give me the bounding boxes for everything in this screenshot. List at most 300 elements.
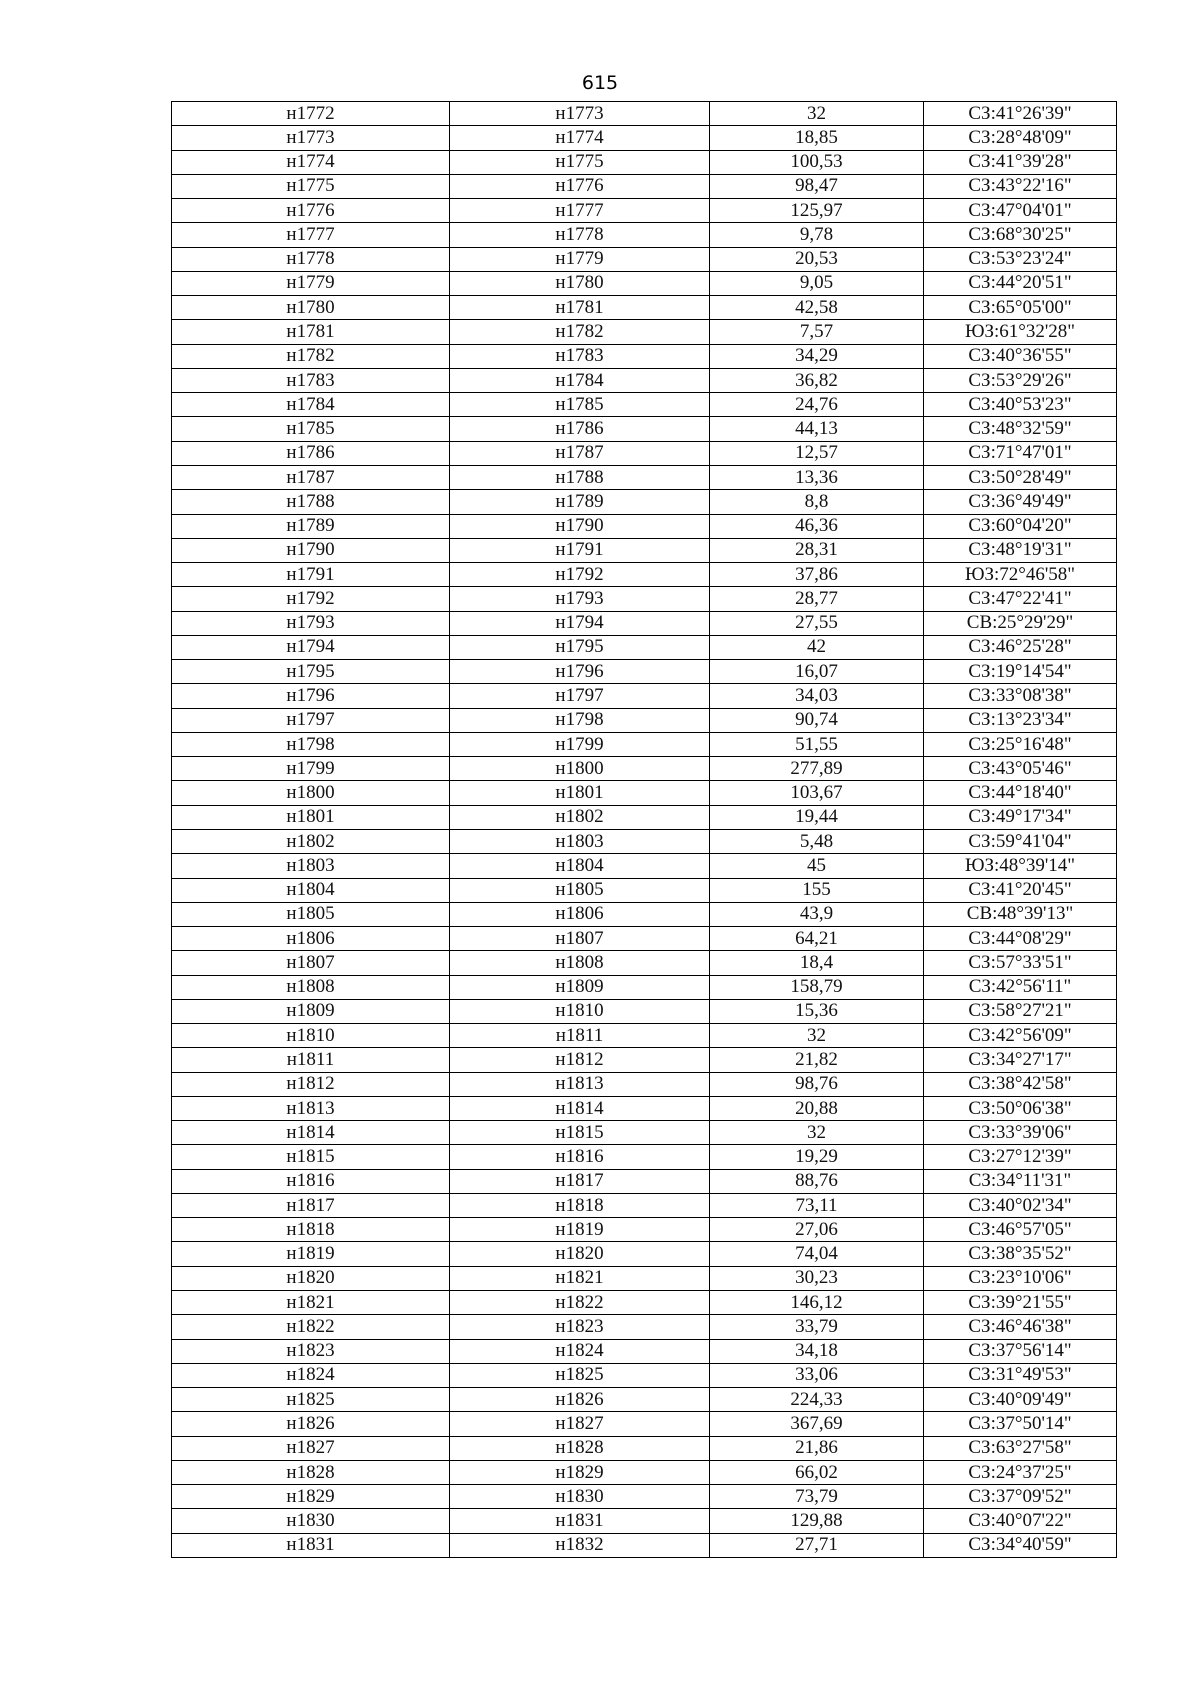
distance-cell: 158,79 bbox=[710, 975, 924, 999]
to-point-cell: н1815 bbox=[450, 1121, 710, 1145]
table-row bbox=[172, 1460, 1117, 1484]
distance-cell: 367,69 bbox=[710, 1412, 924, 1436]
bearing-cell: СЗ:37°56'14" bbox=[924, 1339, 1117, 1363]
to-point-cell: н1787 bbox=[450, 441, 710, 465]
table-row bbox=[172, 563, 1117, 587]
to-point-cell: н1779 bbox=[450, 247, 710, 271]
to-point-cell: н1823 bbox=[450, 1315, 710, 1339]
distance-cell: 27,06 bbox=[710, 1218, 924, 1242]
from-point-cell: н1808 bbox=[172, 975, 450, 999]
table-row bbox=[172, 271, 1117, 295]
bearing-cell: СЗ:37°09'52" bbox=[924, 1485, 1117, 1509]
table-row bbox=[172, 757, 1117, 781]
table-row bbox=[172, 951, 1117, 975]
bearing-cell: СЗ:63°27'58" bbox=[924, 1436, 1117, 1460]
distance-cell: 32 bbox=[710, 1121, 924, 1145]
distance-cell: 28,31 bbox=[710, 538, 924, 562]
from-point-cell: н1826 bbox=[172, 1412, 450, 1436]
from-point-cell: н1821 bbox=[172, 1291, 450, 1315]
from-point-cell: н1811 bbox=[172, 1048, 450, 1072]
from-point-cell: н1813 bbox=[172, 1096, 450, 1120]
table-row bbox=[172, 587, 1117, 611]
table-row bbox=[172, 126, 1117, 150]
to-point-cell: н1806 bbox=[450, 902, 710, 926]
table-row bbox=[172, 1485, 1117, 1509]
to-point-cell: н1803 bbox=[450, 829, 710, 853]
to-point-cell: н1816 bbox=[450, 1145, 710, 1169]
to-point-cell: н1773 bbox=[450, 102, 710, 126]
distance-cell: 129,88 bbox=[710, 1509, 924, 1533]
table-row bbox=[172, 1193, 1117, 1217]
to-point-cell: н1818 bbox=[450, 1193, 710, 1217]
bearing-cell: СЗ:53°29'26" bbox=[924, 368, 1117, 392]
from-point-cell: н1794 bbox=[172, 635, 450, 659]
table-row bbox=[172, 781, 1117, 805]
to-point-cell: н1819 bbox=[450, 1218, 710, 1242]
table-row bbox=[172, 1533, 1117, 1557]
table-row bbox=[172, 1436, 1117, 1460]
distance-cell: 36,82 bbox=[710, 368, 924, 392]
from-point-cell: н1807 bbox=[172, 951, 450, 975]
table-row bbox=[172, 174, 1117, 198]
table-row bbox=[172, 1266, 1117, 1290]
to-point-cell: н1811 bbox=[450, 1024, 710, 1048]
table-row bbox=[172, 344, 1117, 368]
distance-cell: 74,04 bbox=[710, 1242, 924, 1266]
table-row bbox=[172, 417, 1117, 441]
from-point-cell: н1809 bbox=[172, 999, 450, 1023]
bearing-cell: СЗ:59°41'04" bbox=[924, 829, 1117, 853]
distance-cell: 19,29 bbox=[710, 1145, 924, 1169]
from-point-cell: н1795 bbox=[172, 660, 450, 684]
from-point-cell: н1782 bbox=[172, 344, 450, 368]
from-point-cell: н1819 bbox=[172, 1242, 450, 1266]
to-point-cell: н1788 bbox=[450, 465, 710, 489]
to-point-cell: н1792 bbox=[450, 563, 710, 587]
table-row bbox=[172, 514, 1117, 538]
from-point-cell: н1780 bbox=[172, 296, 450, 320]
bearing-cell: СЗ:53°23'24" bbox=[924, 247, 1117, 271]
from-point-cell: н1786 bbox=[172, 441, 450, 465]
distance-cell: 34,18 bbox=[710, 1339, 924, 1363]
bearing-cell: СЗ:33°08'38" bbox=[924, 684, 1117, 708]
from-point-cell: н1802 bbox=[172, 829, 450, 853]
bearing-cell: СВ:48°39'13" bbox=[924, 902, 1117, 926]
table-row bbox=[172, 1363, 1117, 1387]
table-row bbox=[172, 223, 1117, 247]
bearing-cell: СЗ:50°28'49" bbox=[924, 465, 1117, 489]
distance-cell: 66,02 bbox=[710, 1460, 924, 1484]
bearing-cell: СЗ:39°21'55" bbox=[924, 1291, 1117, 1315]
from-point-cell: н1783 bbox=[172, 368, 450, 392]
table-row bbox=[172, 732, 1117, 756]
from-point-cell: н1829 bbox=[172, 1485, 450, 1509]
to-point-cell: н1794 bbox=[450, 611, 710, 635]
to-point-cell: н1828 bbox=[450, 1436, 710, 1460]
distance-cell: 43,9 bbox=[710, 902, 924, 926]
bearing-cell: СЗ:43°22'16" bbox=[924, 174, 1117, 198]
bearing-cell: ЮЗ:48°39'14" bbox=[924, 854, 1117, 878]
table-row bbox=[172, 1509, 1117, 1533]
bearing-cell: СЗ:44°08'29" bbox=[924, 927, 1117, 951]
to-point-cell: н1783 bbox=[450, 344, 710, 368]
to-point-cell: н1793 bbox=[450, 587, 710, 611]
distance-cell: 20,53 bbox=[710, 247, 924, 271]
to-point-cell: н1804 bbox=[450, 854, 710, 878]
distance-cell: 28,77 bbox=[710, 587, 924, 611]
table-row bbox=[172, 1048, 1117, 1072]
bearing-cell: СЗ:27°12'39" bbox=[924, 1145, 1117, 1169]
distance-cell: 90,74 bbox=[710, 708, 924, 732]
distance-cell: 15,36 bbox=[710, 999, 924, 1023]
bearing-cell: СЗ:65°05'00" bbox=[924, 296, 1117, 320]
table-row bbox=[172, 368, 1117, 392]
to-point-cell: н1812 bbox=[450, 1048, 710, 1072]
to-point-cell: н1813 bbox=[450, 1072, 710, 1096]
distance-cell: 155 bbox=[710, 878, 924, 902]
from-point-cell: н1772 bbox=[172, 102, 450, 126]
bearing-cell: СЗ:25°16'48" bbox=[924, 732, 1117, 756]
table-row bbox=[172, 1242, 1117, 1266]
table-row bbox=[172, 1315, 1117, 1339]
bearing-cell: СЗ:41°39'28" bbox=[924, 150, 1117, 174]
from-point-cell: н1828 bbox=[172, 1460, 450, 1484]
to-point-cell: н1827 bbox=[450, 1412, 710, 1436]
from-point-cell: н1799 bbox=[172, 757, 450, 781]
bearing-cell: СЗ:33°39'06" bbox=[924, 1121, 1117, 1145]
to-point-cell: н1774 bbox=[450, 126, 710, 150]
bearing-cell: СЗ:68°30'25" bbox=[924, 223, 1117, 247]
table-row bbox=[172, 635, 1117, 659]
to-point-cell: н1832 bbox=[450, 1533, 710, 1557]
to-point-cell: н1808 bbox=[450, 951, 710, 975]
distance-cell: 20,88 bbox=[710, 1096, 924, 1120]
bearing-cell: СЗ:46°25'28" bbox=[924, 635, 1117, 659]
table-row bbox=[172, 538, 1117, 562]
from-point-cell: н1796 bbox=[172, 684, 450, 708]
table-row bbox=[172, 1121, 1117, 1145]
bearing-cell: СЗ:31°49'53" bbox=[924, 1363, 1117, 1387]
from-point-cell: н1804 bbox=[172, 878, 450, 902]
to-point-cell: н1824 bbox=[450, 1339, 710, 1363]
to-point-cell: н1805 bbox=[450, 878, 710, 902]
table-row bbox=[172, 1145, 1117, 1169]
distance-cell: 44,13 bbox=[710, 417, 924, 441]
distance-cell: 13,36 bbox=[710, 465, 924, 489]
table-row bbox=[172, 393, 1117, 417]
to-point-cell: н1780 bbox=[450, 271, 710, 295]
from-point-cell: н1800 bbox=[172, 781, 450, 805]
to-point-cell: н1797 bbox=[450, 684, 710, 708]
table-row bbox=[172, 975, 1117, 999]
to-point-cell: н1784 bbox=[450, 368, 710, 392]
table-row bbox=[172, 1072, 1117, 1096]
table-row bbox=[172, 854, 1117, 878]
to-point-cell: н1809 bbox=[450, 975, 710, 999]
distance-cell: 27,55 bbox=[710, 611, 924, 635]
distance-cell: 88,76 bbox=[710, 1169, 924, 1193]
bearing-cell: СЗ:42°56'09" bbox=[924, 1024, 1117, 1048]
distance-cell: 146,12 bbox=[710, 1291, 924, 1315]
distance-cell: 32 bbox=[710, 102, 924, 126]
to-point-cell: н1796 bbox=[450, 660, 710, 684]
to-point-cell: н1790 bbox=[450, 514, 710, 538]
to-point-cell: н1777 bbox=[450, 199, 710, 223]
distance-cell: 224,33 bbox=[710, 1388, 924, 1412]
to-point-cell: н1822 bbox=[450, 1291, 710, 1315]
bearing-cell: СЗ:40°09'49" bbox=[924, 1388, 1117, 1412]
from-point-cell: н1812 bbox=[172, 1072, 450, 1096]
distance-cell: 33,79 bbox=[710, 1315, 924, 1339]
table-row bbox=[172, 1412, 1117, 1436]
from-point-cell: н1793 bbox=[172, 611, 450, 635]
bearing-cell: СЗ:58°27'21" bbox=[924, 999, 1117, 1023]
table-row bbox=[172, 150, 1117, 174]
table-row bbox=[172, 902, 1117, 926]
bearing-cell: СЗ:48°19'31" bbox=[924, 538, 1117, 562]
bearing-cell: СЗ:38°42'58" bbox=[924, 1072, 1117, 1096]
table-body bbox=[172, 102, 1117, 1558]
to-point-cell: н1830 bbox=[450, 1485, 710, 1509]
distance-cell: 277,89 bbox=[710, 757, 924, 781]
to-point-cell: н1826 bbox=[450, 1388, 710, 1412]
from-point-cell: н1777 bbox=[172, 223, 450, 247]
from-point-cell: н1822 bbox=[172, 1315, 450, 1339]
bearing-cell: СЗ:71°47'01" bbox=[924, 441, 1117, 465]
to-point-cell: н1789 bbox=[450, 490, 710, 514]
to-point-cell: н1831 bbox=[450, 1509, 710, 1533]
to-point-cell: н1829 bbox=[450, 1460, 710, 1484]
distance-cell: 5,48 bbox=[710, 829, 924, 853]
distance-cell: 30,23 bbox=[710, 1266, 924, 1290]
from-point-cell: н1805 bbox=[172, 902, 450, 926]
table-row bbox=[172, 611, 1117, 635]
from-point-cell: н1797 bbox=[172, 708, 450, 732]
table-row bbox=[172, 1218, 1117, 1242]
table-row bbox=[172, 465, 1117, 489]
distance-cell: 51,55 bbox=[710, 732, 924, 756]
boundary-points-table bbox=[171, 101, 1117, 1558]
bearing-cell: СЗ:34°27'17" bbox=[924, 1048, 1117, 1072]
from-point-cell: н1778 bbox=[172, 247, 450, 271]
bearing-cell: СЗ:34°11'31" bbox=[924, 1169, 1117, 1193]
from-point-cell: н1775 bbox=[172, 174, 450, 198]
distance-cell: 103,67 bbox=[710, 781, 924, 805]
bearing-cell: СЗ:46°57'05" bbox=[924, 1218, 1117, 1242]
to-point-cell: н1799 bbox=[450, 732, 710, 756]
distance-cell: 98,47 bbox=[710, 174, 924, 198]
bearing-cell: СЗ:40°02'34" bbox=[924, 1193, 1117, 1217]
from-point-cell: н1823 bbox=[172, 1339, 450, 1363]
table-row bbox=[172, 927, 1117, 951]
to-point-cell: н1782 bbox=[450, 320, 710, 344]
from-point-cell: н1818 bbox=[172, 1218, 450, 1242]
bearing-cell: СЗ:19°14'54" bbox=[924, 660, 1117, 684]
table-row bbox=[172, 1169, 1117, 1193]
to-point-cell: н1781 bbox=[450, 296, 710, 320]
to-point-cell: н1802 bbox=[450, 805, 710, 829]
bearing-cell: СЗ:44°18'40" bbox=[924, 781, 1117, 805]
distance-cell: 46,36 bbox=[710, 514, 924, 538]
distance-cell: 7,57 bbox=[710, 320, 924, 344]
distance-cell: 16,07 bbox=[710, 660, 924, 684]
bearing-cell: СЗ:60°04'20" bbox=[924, 514, 1117, 538]
bearing-cell: СЗ:50°06'38" bbox=[924, 1096, 1117, 1120]
from-point-cell: н1785 bbox=[172, 417, 450, 441]
to-point-cell: н1800 bbox=[450, 757, 710, 781]
to-point-cell: н1795 bbox=[450, 635, 710, 659]
table-row bbox=[172, 1388, 1117, 1412]
distance-cell: 64,21 bbox=[710, 927, 924, 951]
distance-cell: 42,58 bbox=[710, 296, 924, 320]
bearing-cell: СЗ:34°40'59" bbox=[924, 1533, 1117, 1557]
from-point-cell: н1787 bbox=[172, 465, 450, 489]
table-row bbox=[172, 102, 1117, 126]
from-point-cell: н1815 bbox=[172, 1145, 450, 1169]
distance-cell: 19,44 bbox=[710, 805, 924, 829]
bearing-cell: СЗ:43°05'46" bbox=[924, 757, 1117, 781]
bearing-cell: СЗ:36°49'49" bbox=[924, 490, 1117, 514]
to-point-cell: н1814 bbox=[450, 1096, 710, 1120]
table-row bbox=[172, 708, 1117, 732]
from-point-cell: н1814 bbox=[172, 1121, 450, 1145]
distance-cell: 45 bbox=[710, 854, 924, 878]
table-row bbox=[172, 296, 1117, 320]
table-row bbox=[172, 1339, 1117, 1363]
distance-cell: 34,03 bbox=[710, 684, 924, 708]
distance-cell: 125,97 bbox=[710, 199, 924, 223]
to-point-cell: н1825 bbox=[450, 1363, 710, 1387]
bearing-cell: СЗ:38°35'52" bbox=[924, 1242, 1117, 1266]
to-point-cell: н1778 bbox=[450, 223, 710, 247]
to-point-cell: н1786 bbox=[450, 417, 710, 441]
to-point-cell: н1785 bbox=[450, 393, 710, 417]
from-point-cell: н1806 bbox=[172, 927, 450, 951]
from-point-cell: н1790 bbox=[172, 538, 450, 562]
distance-cell: 24,76 bbox=[710, 393, 924, 417]
bearing-cell: СЗ:40°53'23" bbox=[924, 393, 1117, 417]
distance-cell: 42 bbox=[710, 635, 924, 659]
table-row bbox=[172, 247, 1117, 271]
table-row bbox=[172, 1024, 1117, 1048]
to-point-cell: н1798 bbox=[450, 708, 710, 732]
distance-cell: 34,29 bbox=[710, 344, 924, 368]
bearing-cell: СЗ:23°10'06" bbox=[924, 1266, 1117, 1290]
distance-cell: 73,79 bbox=[710, 1485, 924, 1509]
bearing-cell: СЗ:44°20'51" bbox=[924, 271, 1117, 295]
table-row bbox=[172, 1096, 1117, 1120]
from-point-cell: н1801 bbox=[172, 805, 450, 829]
bearing-cell: СЗ:40°36'55" bbox=[924, 344, 1117, 368]
from-point-cell: н1816 bbox=[172, 1169, 450, 1193]
table-row bbox=[172, 320, 1117, 344]
bearing-cell: СЗ:41°20'45" bbox=[924, 878, 1117, 902]
bearing-cell: СВ:25°29'29" bbox=[924, 611, 1117, 635]
distance-cell: 9,05 bbox=[710, 271, 924, 295]
bearing-cell: СЗ:47°04'01" bbox=[924, 199, 1117, 223]
from-point-cell: н1791 bbox=[172, 563, 450, 587]
bearing-cell: СЗ:24°37'25" bbox=[924, 1460, 1117, 1484]
bearing-cell: СЗ:41°26'39" bbox=[924, 102, 1117, 126]
to-point-cell: н1810 bbox=[450, 999, 710, 1023]
bearing-cell: ЮЗ:72°46'58" bbox=[924, 563, 1117, 587]
distance-cell: 98,76 bbox=[710, 1072, 924, 1096]
distance-cell: 37,86 bbox=[710, 563, 924, 587]
distance-cell: 21,82 bbox=[710, 1048, 924, 1072]
table-row bbox=[172, 199, 1117, 223]
from-point-cell: н1830 bbox=[172, 1509, 450, 1533]
distance-cell: 8,8 bbox=[710, 490, 924, 514]
to-point-cell: н1807 bbox=[450, 927, 710, 951]
page-number: 615 bbox=[581, 72, 619, 94]
table-row bbox=[172, 660, 1117, 684]
to-point-cell: н1775 bbox=[450, 150, 710, 174]
distance-cell: 9,78 bbox=[710, 223, 924, 247]
from-point-cell: н1774 bbox=[172, 150, 450, 174]
from-point-cell: н1820 bbox=[172, 1266, 450, 1290]
bearing-cell: СЗ:49°17'34" bbox=[924, 805, 1117, 829]
distance-cell: 18,4 bbox=[710, 951, 924, 975]
table-row bbox=[172, 829, 1117, 853]
from-point-cell: н1784 bbox=[172, 393, 450, 417]
from-point-cell: н1798 bbox=[172, 732, 450, 756]
bearing-cell: ЮЗ:61°32'28" bbox=[924, 320, 1117, 344]
bearing-cell: СЗ:46°46'38" bbox=[924, 1315, 1117, 1339]
bearing-cell: СЗ:42°56'11" bbox=[924, 975, 1117, 999]
from-point-cell: н1824 bbox=[172, 1363, 450, 1387]
from-point-cell: н1831 bbox=[172, 1533, 450, 1557]
from-point-cell: н1781 bbox=[172, 320, 450, 344]
from-point-cell: н1817 bbox=[172, 1193, 450, 1217]
table-row bbox=[172, 490, 1117, 514]
from-point-cell: н1803 bbox=[172, 854, 450, 878]
distance-cell: 33,06 bbox=[710, 1363, 924, 1387]
from-point-cell: н1789 bbox=[172, 514, 450, 538]
bearing-cell: СЗ:48°32'59" bbox=[924, 417, 1117, 441]
from-point-cell: н1773 bbox=[172, 126, 450, 150]
table-row bbox=[172, 805, 1117, 829]
distance-cell: 18,85 bbox=[710, 126, 924, 150]
to-point-cell: н1817 bbox=[450, 1169, 710, 1193]
from-point-cell: н1776 bbox=[172, 199, 450, 223]
distance-cell: 73,11 bbox=[710, 1193, 924, 1217]
bearing-cell: СЗ:13°23'34" bbox=[924, 708, 1117, 732]
from-point-cell: н1779 bbox=[172, 271, 450, 295]
distance-cell: 32 bbox=[710, 1024, 924, 1048]
table-row bbox=[172, 684, 1117, 708]
table-row bbox=[172, 999, 1117, 1023]
to-point-cell: н1776 bbox=[450, 174, 710, 198]
table-row bbox=[172, 878, 1117, 902]
from-point-cell: н1825 bbox=[172, 1388, 450, 1412]
to-point-cell: н1820 bbox=[450, 1242, 710, 1266]
table-row bbox=[172, 441, 1117, 465]
bearing-cell: СЗ:28°48'09" bbox=[924, 126, 1117, 150]
distance-cell: 27,71 bbox=[710, 1533, 924, 1557]
bearing-cell: СЗ:37°50'14" bbox=[924, 1412, 1117, 1436]
from-point-cell: н1788 bbox=[172, 490, 450, 514]
from-point-cell: н1827 bbox=[172, 1436, 450, 1460]
to-point-cell: н1821 bbox=[450, 1266, 710, 1290]
from-point-cell: н1810 bbox=[172, 1024, 450, 1048]
bearing-cell: СЗ:40°07'22" bbox=[924, 1509, 1117, 1533]
from-point-cell: н1792 bbox=[172, 587, 450, 611]
table-row bbox=[172, 1291, 1117, 1315]
to-point-cell: н1801 bbox=[450, 781, 710, 805]
bearing-cell: СЗ:47°22'41" bbox=[924, 587, 1117, 611]
bearing-cell: СЗ:57°33'51" bbox=[924, 951, 1117, 975]
distance-cell: 12,57 bbox=[710, 441, 924, 465]
